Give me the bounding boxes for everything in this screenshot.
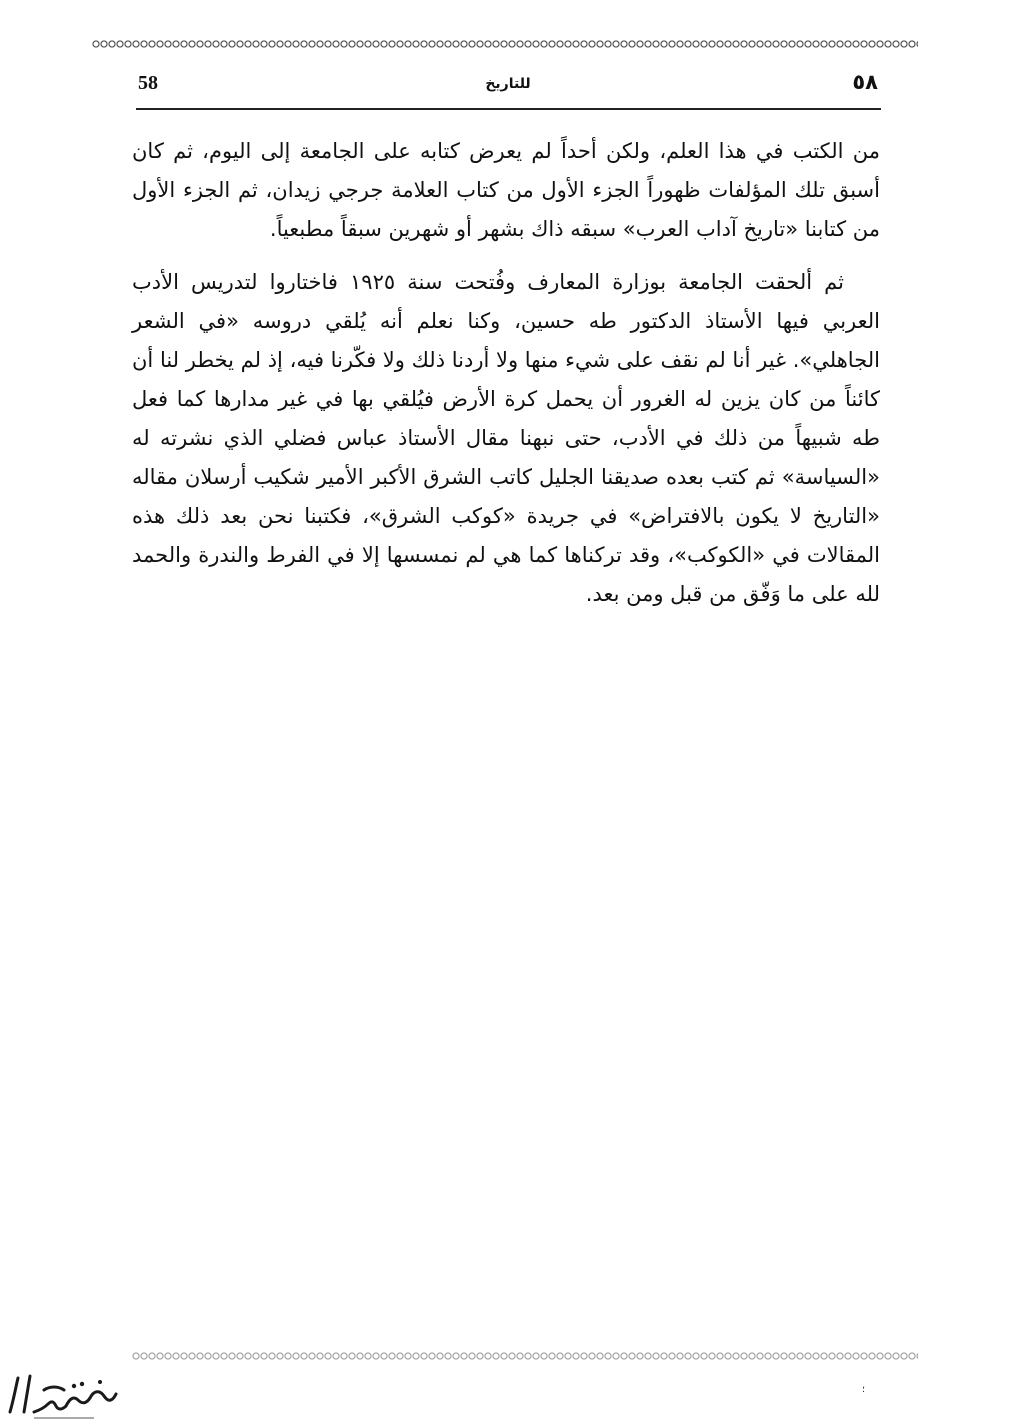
paragraph-1: من الكتب في هذا العلم، ولكن أحداً لم يعرض كتابه على الجامعة إلى اليوم، ثم كان أسبق تلك المؤلفات ظهوراً الجزء الأول من كتاب العلامة جرجي زيدان، ثم الجزء الأول من كتابنا «تاريخ آداب العرب» سبقه ذاك بشهر أو شهرين سبقاً مطبعياً. [132, 139, 880, 241]
body-text [132, 132, 880, 614]
page-number-arabic: ٥٨ [852, 70, 878, 94]
calligraphy-seal-icon [4, 1368, 124, 1422]
page-number-latin: 58 [138, 72, 158, 94]
folio-mark: ؛ [862, 1385, 865, 1395]
running-title: للتاريخ [485, 76, 531, 92]
page-header [138, 72, 878, 102]
header-rule [136, 108, 881, 110]
top-ornament-border [92, 38, 918, 50]
bottom-ornament-border [132, 1350, 918, 1362]
paragraph-2: ثم ألحقت الجامعة بوزارة المعارف وفُتحت سنة ١٩٢٥ فاختاروا لتدريس الأدب العربي فيها الأستاذ الدكتور طه حسين، وكنا نعلم أنه يُلقي دروسه «في الشعر الجاهلي». غير أنا لم نقف على شيء منها ولا أردنا ذلك ولا فكّرنا فيه، إذ لم يخطر لنا أن كائناً من كان يزين له الغرور أن يحمل كرة الأرض فيُلقي بها في غير مدارها كما فعل طه شبيهاً من ذلك في الأدب، حتى نبهنا مقال الأستاذ عباس فضلي الذي نشرته له «السياسة» ثم كتب بعده صديقنا الجليل كاتب الشرق الأكبر الأمير شكيب أرسلان مقاله «التاريخ لا يكون بالافتراض» في جريدة «كوكب الشرق»، فكتبنا نحن بعد ذلك هذه المقالات في «الكوكب»، وقد تركناها كما هي لم نمسسها إلا في الفرط والندرة والحمد لله على ما وَفّق من قبل ومن بعد. [132, 270, 880, 606]
